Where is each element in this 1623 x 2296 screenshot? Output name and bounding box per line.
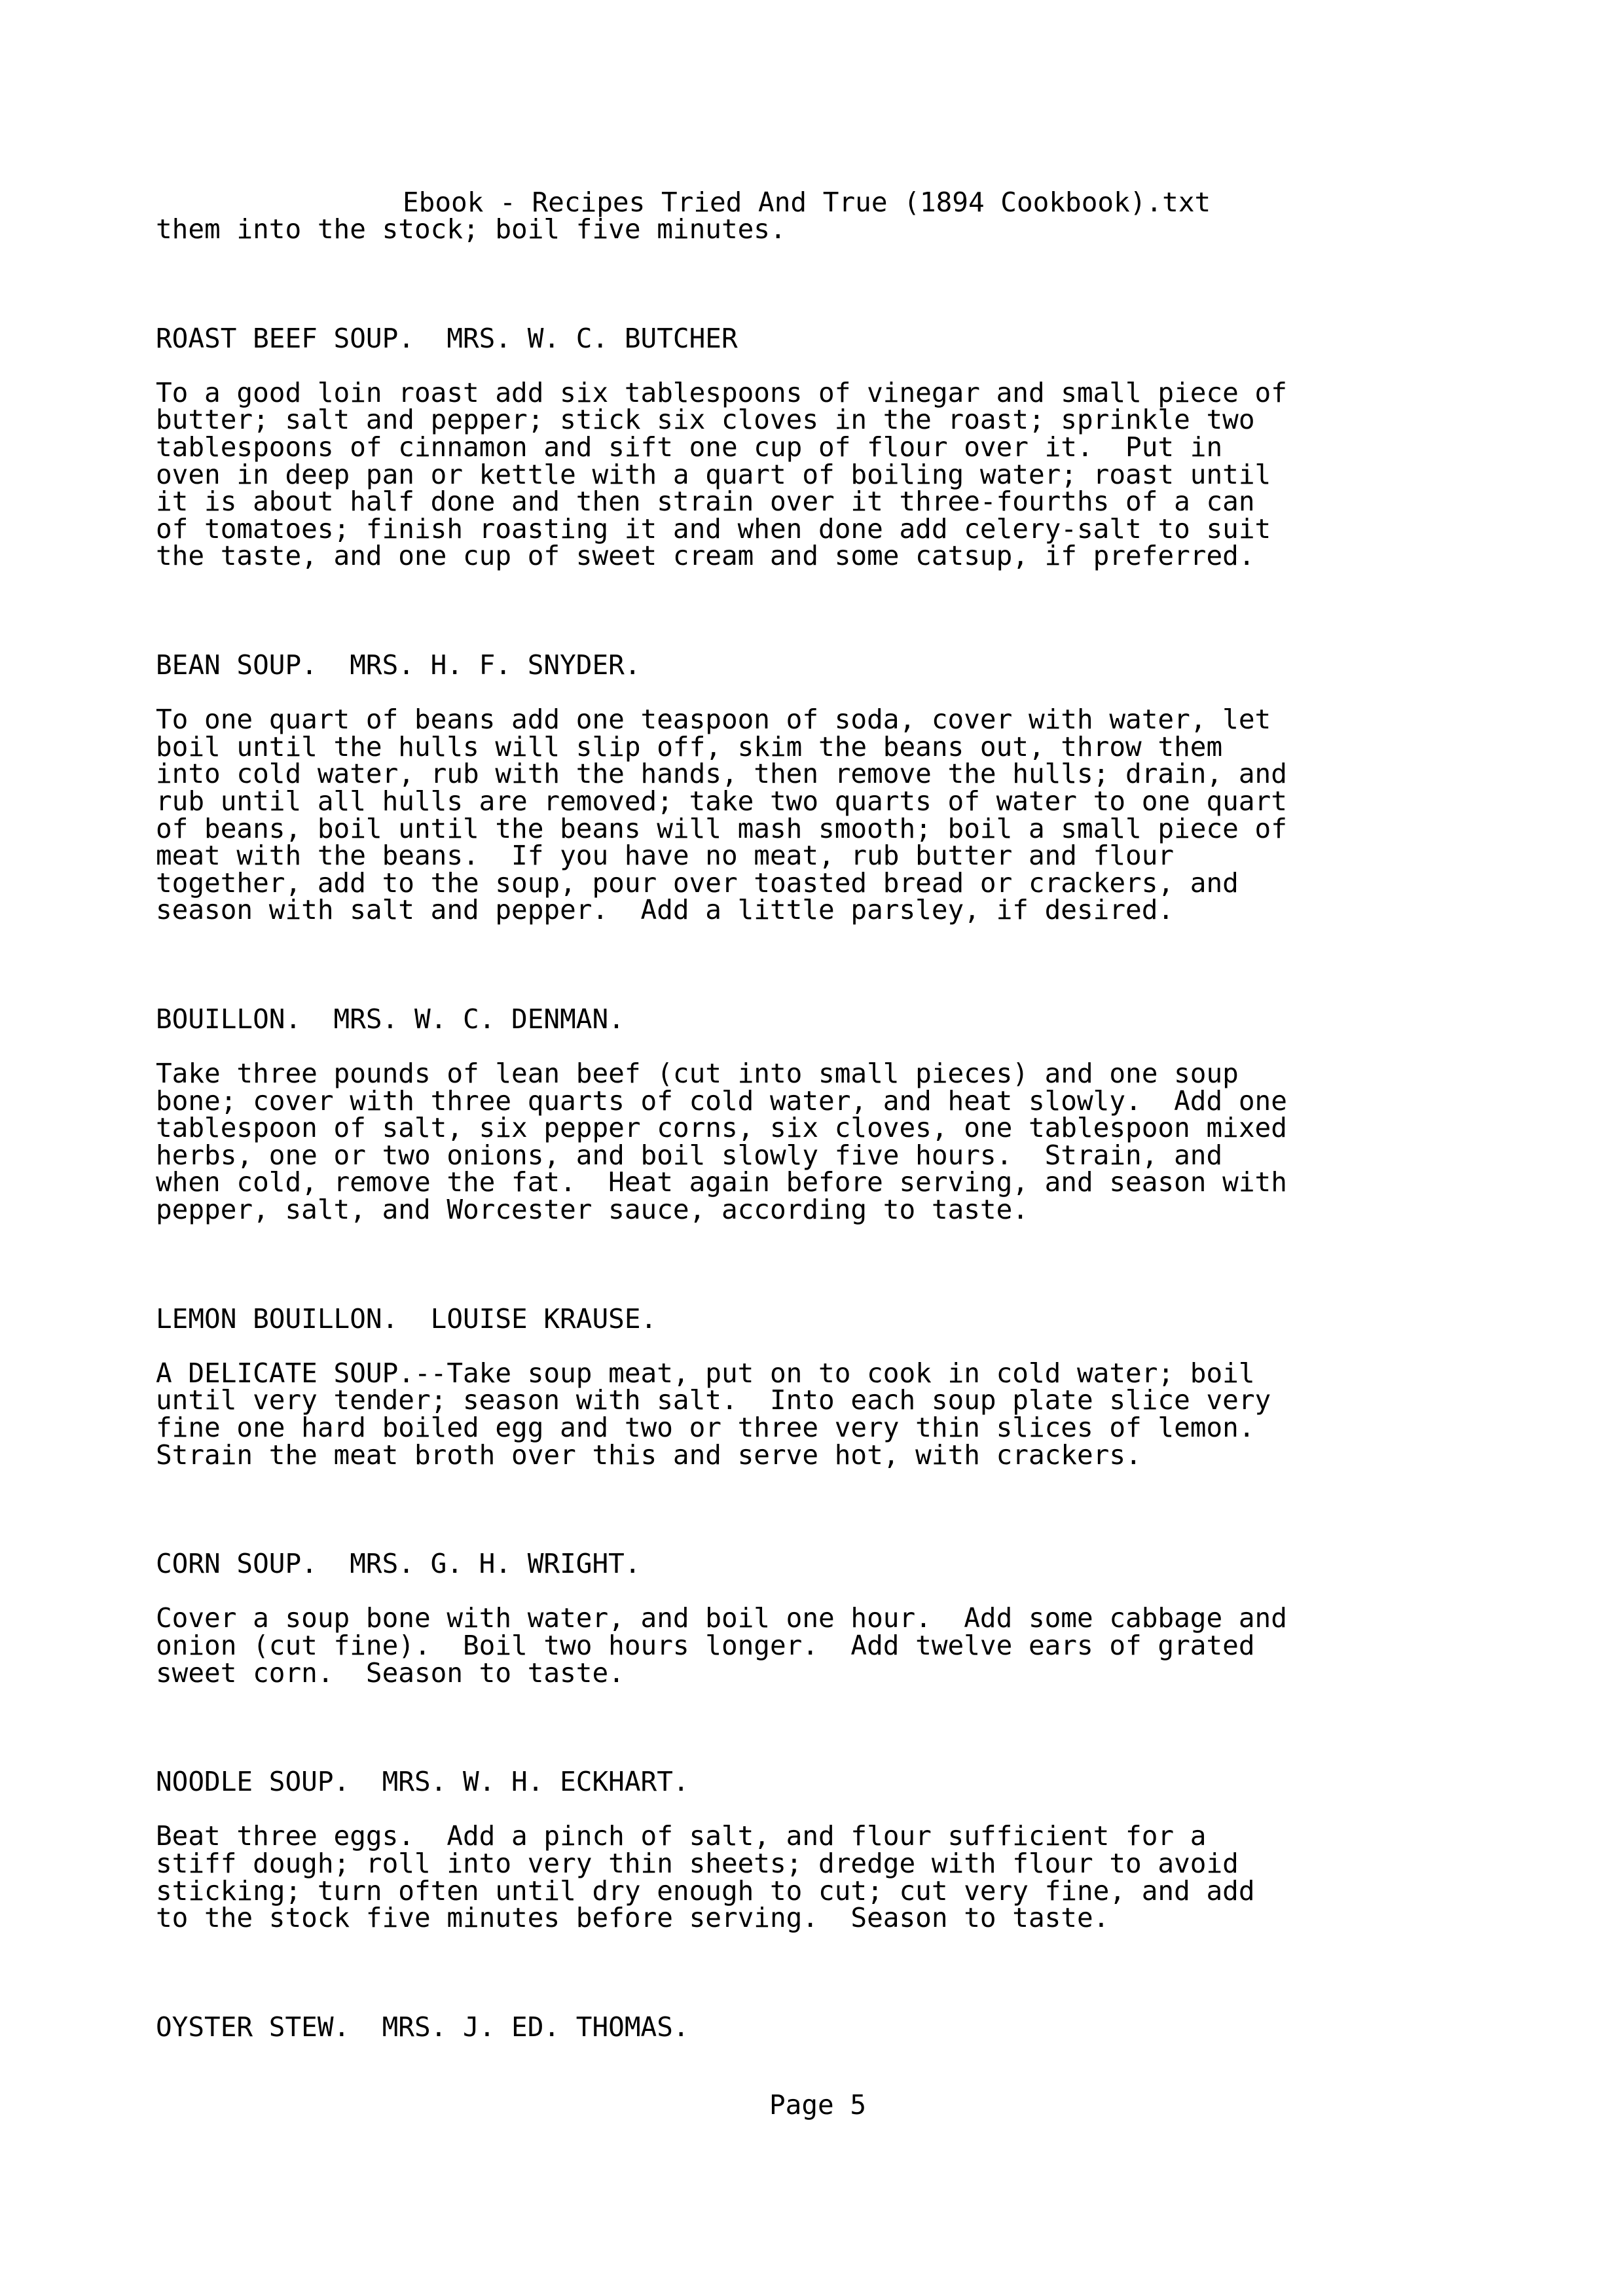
- section-spacer: [156, 570, 1531, 652]
- intro-line: them into the stock; boil five minutes.: [156, 213, 786, 245]
- recipe-line: boil until the hulls will slip off, skim the beans out, throw them: [156, 730, 1223, 762]
- section-spacer: [156, 924, 1531, 1006]
- recipe-line: to the stock five minutes before serving. Season to taste.: [156, 1902, 1110, 1934]
- recipe-line: into cold water, rub with the hands, then remove the hulls; drain, and: [156, 758, 1287, 790]
- recipe-line: To a good loin roast add six tablespoons of vinegar and small piece of: [156, 376, 1287, 408]
- paragraph-spacer: [156, 1333, 1531, 1360]
- recipe-line: fine one hard boiled egg and two or three very thin slices of lemon.: [156, 1412, 1255, 1443]
- recipe-line: tablespoon of salt, six pepper corns, six cloves, one tablespoon mixed: [156, 1112, 1287, 1144]
- recipe-line: bone; cover with three quarts of cold water, and heat slowly. Add one: [156, 1085, 1287, 1117]
- recipe-line: when cold, remove the fat. Heat again before serving, and season with: [156, 1166, 1287, 1198]
- recipe-heading: LEMON BOUILLON. LOUISE KRAUSE.: [156, 1302, 657, 1335]
- recipe-line: pepper, salt, and Worcester sauce, according to taste.: [156, 1194, 1029, 1226]
- paragraph-spacer: [156, 1578, 1531, 1605]
- recipe-line: oven in deep pan or kettle with a quart of boiling water; roast until: [156, 458, 1271, 490]
- section-spacer: [156, 1932, 1531, 2014]
- recipe-line: the taste, and one cup of sweet cream and some catsup, if preferred.: [156, 540, 1255, 572]
- recipe-heading: BEAN SOUP. MRS. H. F. SNYDER.: [156, 649, 641, 681]
- paragraph-spacer: [156, 352, 1531, 380]
- document-body: [156, 213, 1531, 2043]
- recipe-line: rub until all hulls are removed; take two quarts of water to one quart: [156, 785, 1287, 817]
- recipe-line: together, add to the soup, pour over toasted bread or crackers, and: [156, 867, 1239, 899]
- recipe-line: stiff dough; roll into very thin sheets; dredge with flour to avoid: [156, 1847, 1239, 1879]
- recipe-line: sweet corn. Season to taste.: [156, 1657, 625, 1689]
- section-spacer: [156, 1469, 1531, 1551]
- recipe-line: of tomatoes; finish roasting it and when done add celery-salt to suit: [156, 512, 1271, 545]
- page-number: Page 5: [769, 2089, 867, 2121]
- recipe-heading: OYSTER STEW. MRS. J. ED. THOMAS.: [156, 2011, 689, 2043]
- section-spacer: [156, 243, 1531, 325]
- recipe-line: Take three pounds of lean beef (cut into small pieces) and one soup: [156, 1058, 1239, 1090]
- recipe-line: butter; salt and pepper; stick six cloves in the roast; sprinkle two: [156, 404, 1255, 436]
- recipe-line: To one quart of beans add one teaspoon of soda, cover with water, let: [156, 704, 1271, 736]
- paragraph-spacer: [156, 1796, 1531, 1823]
- section-spacer: [156, 1224, 1531, 1306]
- document-header-title: Ebook - Recipes Tried And True (1894 Cookbook).txt: [403, 187, 1211, 218]
- recipe-heading: BOUILLON. MRS. W. C. DENMAN.: [156, 1003, 625, 1035]
- recipe-line: Cover a soup bone with water, and boil one hour. Add some cabbage and: [156, 1602, 1287, 1634]
- recipe-line: sticking; turn often until dry enough to cut; cut very fine, and add: [156, 1874, 1255, 1907]
- recipe-line: it is about half done and then strain over it three-fourths of a can: [156, 486, 1255, 518]
- recipe-line: tablespoons of cinnamon and sift one cup of flour over it. Put in: [156, 431, 1223, 463]
- recipe-line: herbs, one or two onions, and boil slowly five hours. Strain, and: [156, 1139, 1223, 1171]
- recipe-heading: CORN SOUP. MRS. G. H. WRIGHT.: [156, 1548, 641, 1580]
- section-spacer: [156, 1687, 1531, 1768]
- paragraph-spacer: [156, 679, 1531, 707]
- recipe-line: meat with the beans. If you have no meat, rub butter and flour: [156, 840, 1175, 872]
- recipe-heading: NOODLE SOUP. MRS. W. H. ECKHART.: [156, 1766, 689, 1798]
- recipe-line: of beans, boil until the beans will mash smooth; boil a small piece of: [156, 812, 1287, 844]
- recipe-heading: ROAST BEEF SOUP. MRS. W. C. BUTCHER: [156, 322, 738, 354]
- recipe-line: Beat three eggs. Add a pinch of salt, and flour sufficient for a: [156, 1820, 1207, 1852]
- recipe-line: season with salt and pepper. Add a little parsley, if desired.: [156, 894, 1175, 926]
- paragraph-spacer: [156, 1033, 1531, 1060]
- recipe-line: onion (cut fine). Boil two hours longer. Add twelve ears of grated: [156, 1629, 1255, 1661]
- recipe-line: until very tender; season with salt. Into each soup plate slice very: [156, 1384, 1271, 1416]
- recipe-line: Strain the meat broth over this and serve hot, with crackers.: [156, 1439, 1142, 1471]
- recipe-line: A DELICATE SOUP.--Take soup meat, put on to cook in cold water; boil: [156, 1357, 1255, 1389]
